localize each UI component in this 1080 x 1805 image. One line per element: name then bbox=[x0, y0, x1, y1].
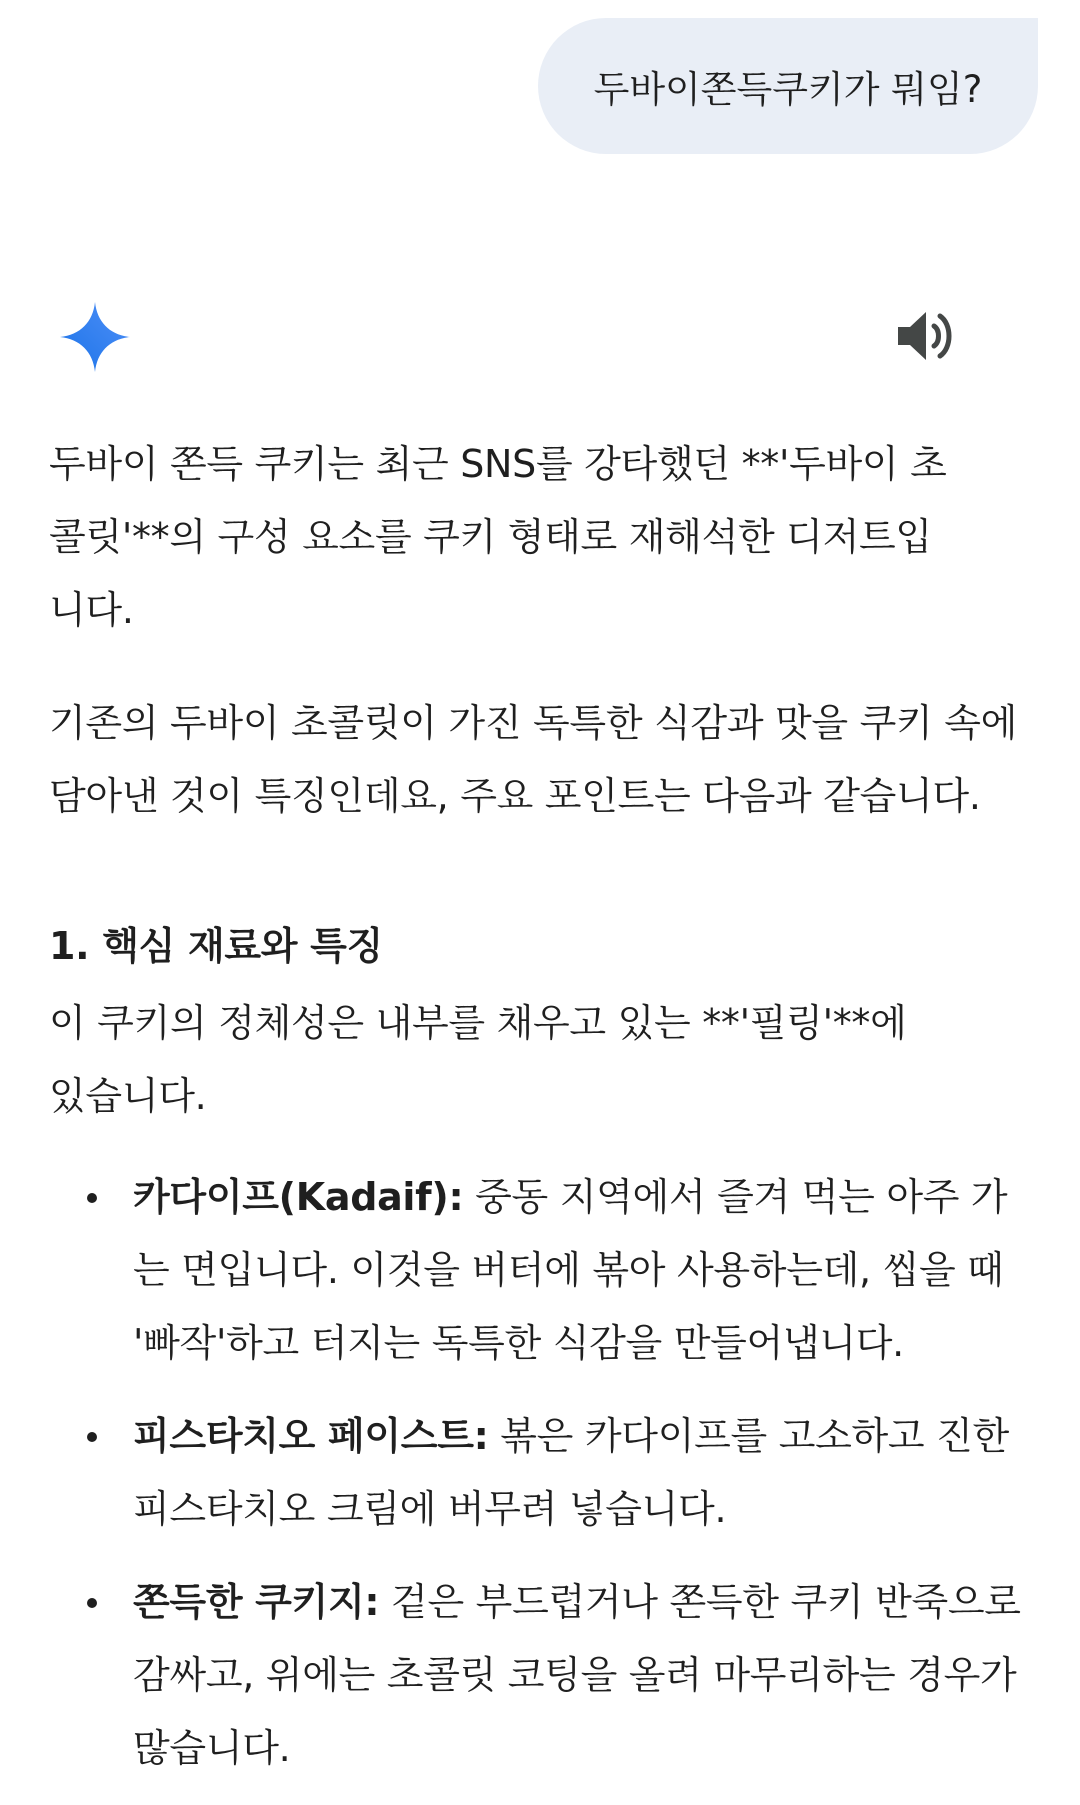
list-item-text: 볶은 카다이프를 고소하고 진한 피스타치오 크림에 버무려 넣습니다. bbox=[133, 1414, 1009, 1531]
list-item bbox=[49, 1566, 1039, 1785]
list-item-text: 중동 지역에서 즐겨 먹는 아주 가는 면입니다. 이것을 버터에 볶아 사용하는데, 씹을 때 '빠작'하고 터지는 독특한 식감을 만들어냅니다. bbox=[133, 1175, 1008, 1365]
list-item-term: 쫀득한 쿠키지: bbox=[133, 1580, 380, 1624]
assistant-response bbox=[49, 428, 1039, 1805]
user-message-bubble bbox=[538, 18, 1038, 154]
list-item-text: 겉은 부드럽거나 쫀득한 쿠키 반죽으로 감싸고, 위에는 초콜릿 코팅을 올려 마무리하는 경우가 많습니다. bbox=[133, 1580, 1021, 1770]
bullet-dot bbox=[87, 1432, 97, 1442]
response-intro-2: 기존의 두바이 초콜릿이 가진 독특한 식감과 맛을 쿠키 속에 담아낸 것이 특징인데요, 주요 포인트는 다음과 같습니다. bbox=[49, 701, 1018, 818]
user-message-text: 두바이쫀득쿠키가 뭐임? bbox=[593, 68, 983, 111]
speaker-icon[interactable] bbox=[896, 308, 958, 364]
bullet-dot bbox=[87, 1193, 97, 1203]
section-heading: 1. 핵심 재료와 특징 bbox=[49, 924, 383, 968]
list-item-term: 카다이프(Kadaif): bbox=[133, 1175, 464, 1219]
feature-list bbox=[49, 1161, 1039, 1785]
list-item bbox=[49, 1400, 1039, 1546]
section-intro: 이 쿠키의 정체성은 내부를 채우고 있는 **'필링'**에 있습니다. bbox=[49, 1001, 907, 1118]
list-item bbox=[49, 1161, 1013, 1380]
bullet-dot bbox=[87, 1598, 97, 1608]
gemini-sparkle-icon bbox=[60, 302, 130, 372]
list-item-term: 피스타치오 페이스트: bbox=[133, 1414, 489, 1458]
response-intro: 두바이 쫀득 쿠키는 최근 SNS를 강타했던 **'두바이 초콜릿'**의 구성 요소를 쿠키 형태로 재해석한 디저트입니다. bbox=[49, 442, 947, 632]
